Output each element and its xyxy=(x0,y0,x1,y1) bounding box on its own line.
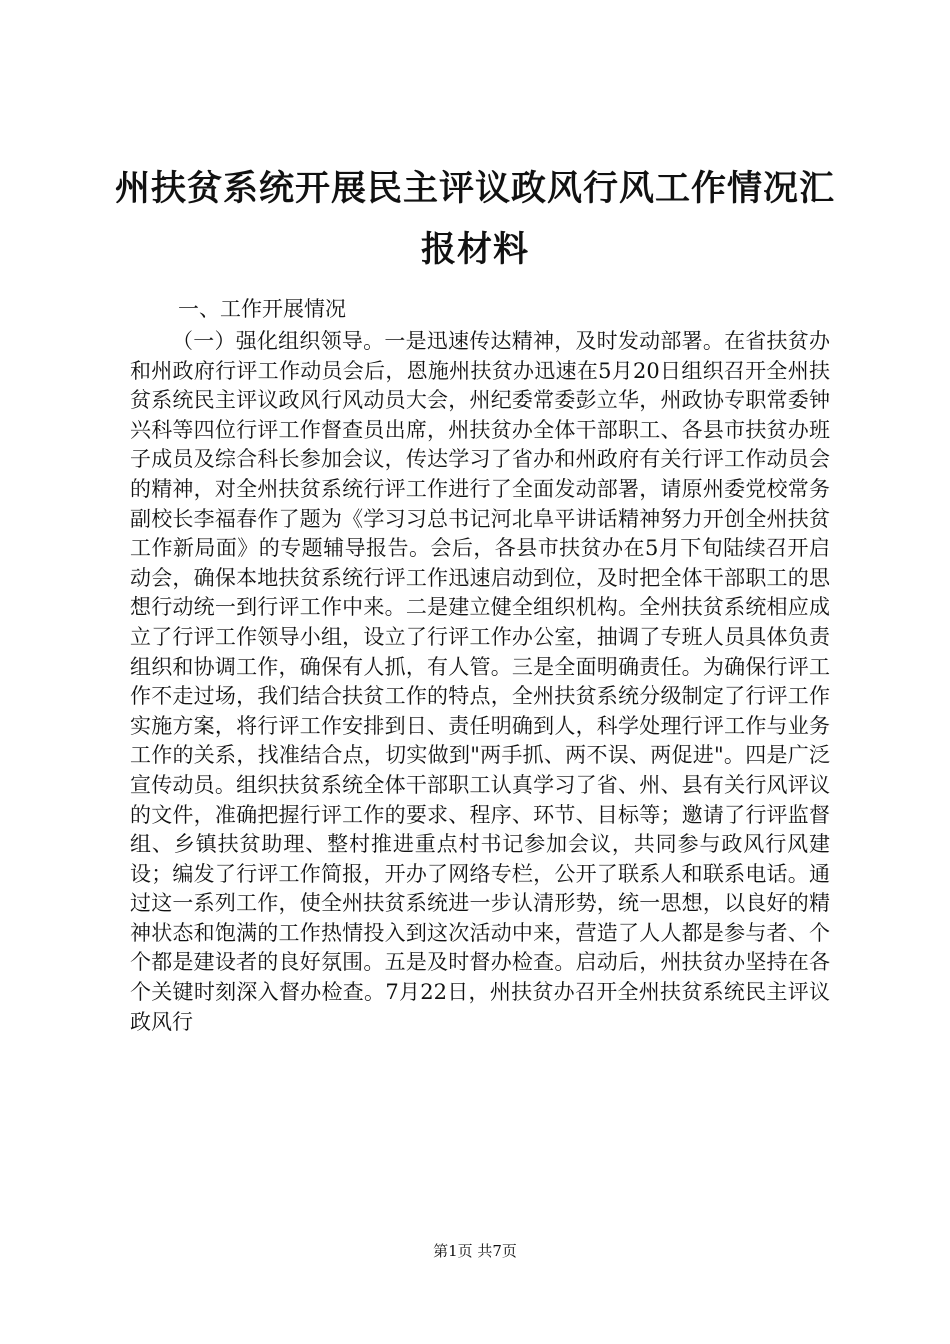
section-heading: 一、工作开展情况 xyxy=(178,297,346,321)
document-title: 州扶贫系统开展民主评议政风行风工作情况汇报材料 xyxy=(114,168,835,270)
page-number: 第1页 共7页 xyxy=(433,1242,517,1260)
body-paragraph: （一）强化组织领导。一是迅速传达精神，及时发动部署。在省扶贫办和州政府行评工作动员会后，恩施州扶贫办迅速在5月20日组织召开全州扶贫系统民主评议政风行风动员大会，州纪委常委彭立华，州政协专职常委钟兴科等四位行评工作督查员出席，州扶贫办全体干部职工、各县市扶贫办班子成员及综合科长参加会议，传达学习了省办和州政府有关行评工作动员会的精神，对全州扶贫系统行评工作进行了全面发动部署，请原州委党校常务副校长李福春作了题为《学习习总书记河北阜平讲话精神努力开创全州扶贫工作新局面》的专题辅导报告。会后，各县市扶贫办在5月下旬陆续召开启动会，确保本地扶贫系统行评工作迅速启动到位，及时把全体干部职工的思想行动统一到行评工作中来。二是建立健全组织机构。全州扶贫系统相应成立了行评工作领导小组，设立了行评工作办公室，抽调了专班人员具体负责组织和协调工作，确保有人抓，有人管。三是全面明确责任。为确保行评工作不走过场，我们结合扶贫工作的特点，全州扶贫系统分级制定了行评工作实施方案，将行评工作安排到日、责任明确到人，科学处理行评工作与业务工作的关系，找准结合点，切实做到"两手抓、两不误、两促进"。四是广泛宣传动员。组织扶贫系统全体干部职工认真学习了省、州、县有关行风评议的文件，准确把握行评工作的要求、程序、环节、目标等；邀请了行评监督组、乡镇扶贫助理、整村推进重点村书记参加会议，共同参与政风行风建设；编发了行评工作简报，开办了网络专栏，公开了联系人和联系电话。通过这一系列工作，使全州扶贫系统进一步认清形势，统一思想，以良好的精神状态和饱满的工作热情投入到这次活动中来，营造了人人都是参与者、个个都是建设者的良好氛围。五是及时督办检查。启动后，州扶贫办坚持在各个关键时刻深入督办检查。7月22日，州扶贫办召开全州扶贫系统民主评议政风行 xyxy=(130,329,830,1034)
